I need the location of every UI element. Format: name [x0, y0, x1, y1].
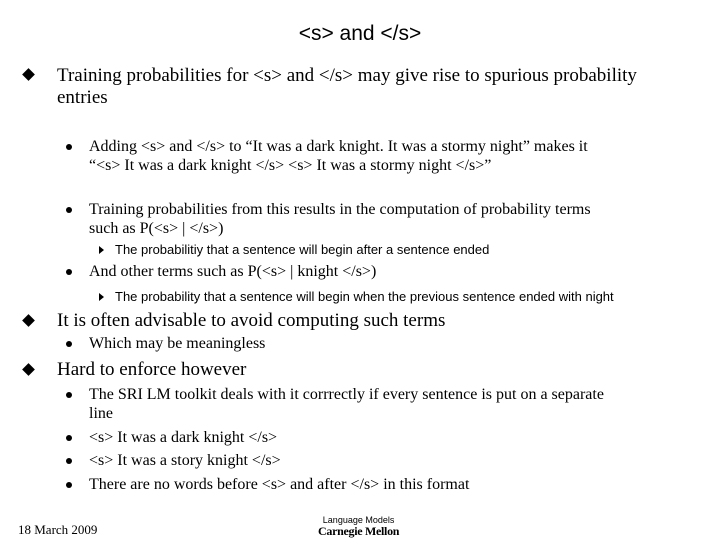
- dot-bullet-icon: [66, 435, 72, 441]
- bullet-1-line-1: Training probabilities for <s> and </s> may give rise to spurious probability: [57, 65, 637, 86]
- bullet-1-2-line-2: such as P(<s> | </s>): [89, 220, 224, 237]
- dot-bullet-icon: [66, 341, 72, 347]
- dot-bullet-icon: [66, 269, 72, 275]
- dot-bullet-icon: [66, 144, 72, 150]
- carnegie-mellon-logo: Carnegie Mellon: [318, 524, 400, 538]
- dot-bullet-icon: [66, 392, 72, 398]
- bullet-1-3-1: The probability that a sentence will begin when the previous sentence ended with night: [115, 289, 614, 304]
- bullet-3-1-line-1: The SRI LM toolkit deals with it corrrectly if every sentence is put on a separate: [89, 386, 604, 403]
- bullet-3-3: <s> It was a story knight </s>: [89, 452, 281, 469]
- bullet-3-4: There are no words before <s> and after </s> in this format: [89, 476, 470, 493]
- bullet-3-2: <s> It was a dark knight </s>: [89, 429, 278, 446]
- footer-date: 18 March 2009: [18, 522, 98, 537]
- slide-title: <s> and </s>: [298, 22, 422, 45]
- bullet-2-1: Which may be meaningless: [89, 335, 266, 352]
- dot-bullet-icon: [66, 482, 72, 488]
- dot-bullet-icon: [66, 458, 72, 464]
- bullet-1-3: And other terms such as P(<s> | knight </s>): [89, 263, 377, 280]
- diamond-bullet-icon: [22, 68, 35, 81]
- footer-branding: [318, 515, 399, 538]
- bullet-3-1-line-2: line: [89, 405, 113, 422]
- bullet-2: It is often advisable to avoid computing such terms: [57, 310, 446, 331]
- footer-label: Language Models: [322, 515, 395, 525]
- bullet-3: Hard to enforce however: [57, 359, 247, 380]
- diamond-bullet-icon: [22, 363, 35, 376]
- bullet-1-1-line-2: “<s> It was a dark knight </s> <s> It was a stormy night </s>”: [89, 157, 492, 174]
- dot-bullet-icon: [66, 207, 72, 213]
- arrow-bullet-icon: [99, 246, 104, 254]
- diamond-bullet-icon: [22, 314, 35, 327]
- arrow-bullet-icon: [99, 293, 104, 301]
- bullet-1-1-line-1: Adding <s> and </s> to “It was a dark knight. It was a stormy night” makes it: [89, 138, 588, 155]
- bullet-1-line-2: entries: [57, 87, 108, 108]
- bullet-1-2-1: The probabilitiy that a sentence will begin after a sentence ended: [115, 242, 490, 257]
- bullet-1-2-line-1: Training probabilities from this results in the computation of probability terms: [89, 201, 591, 218]
